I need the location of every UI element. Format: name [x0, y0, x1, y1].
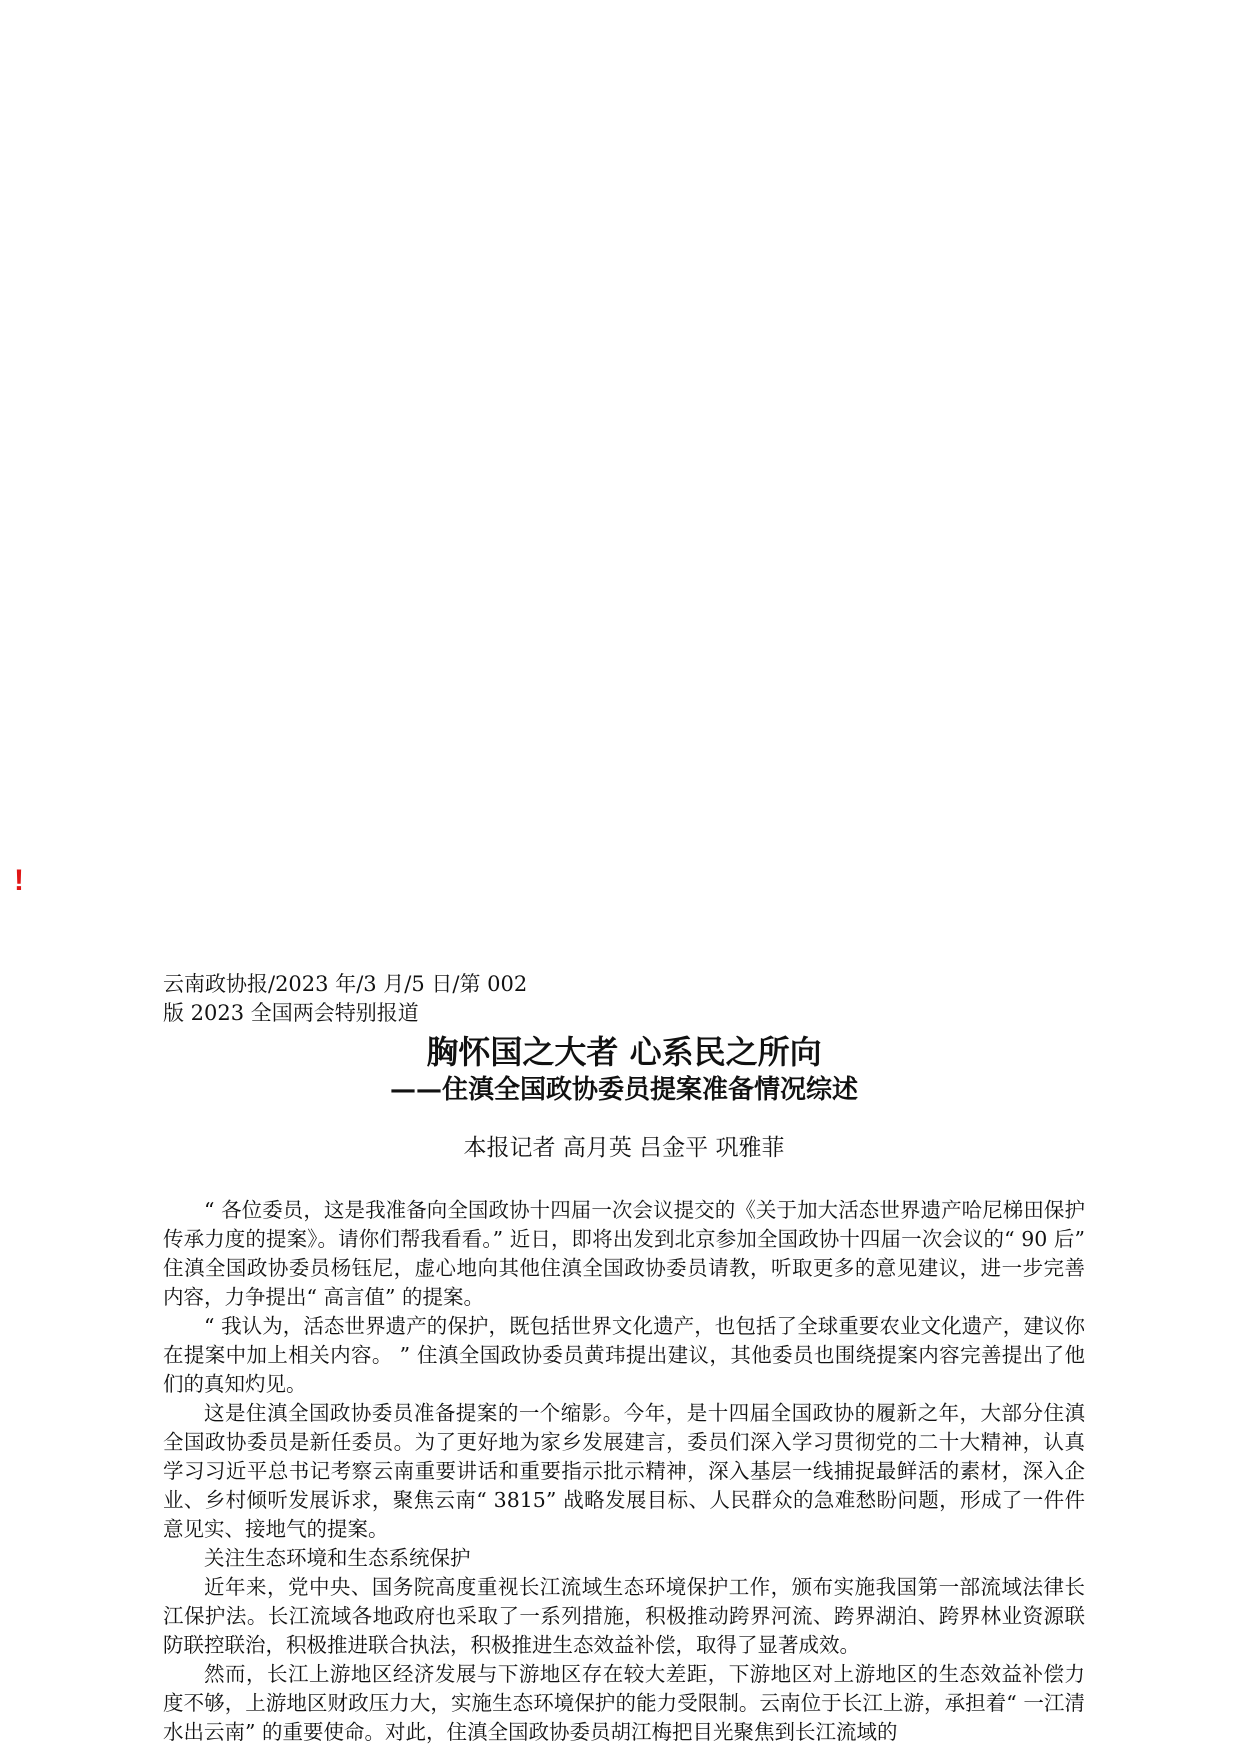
warning-mark: ! [14, 864, 24, 897]
paragraph: 这是住滇全国政协委员准备提案的一个缩影。今年，是十四届全国政协的履新之年，大部分住滇全国政协委员是新任委员。为了更好地为家乡发展建言，委员们深入学习贯彻党的二十大精神，认真学习习近平总书记考察云南重要讲话和重要指示批示精神，深入基层一线捕捉最鲜活的素材，深入企业、乡村倾听发展诉求，聚焦云南“ 3815” 战略发展目标、人民群众的急难愁盼问题，形成了一件件意见实、接地气的提案。 [163, 1401, 1085, 1541]
source-line [163, 970, 723, 1028]
paragraph: “ 各位委员，这是我准备向全国政协十四届一次会议提交的《关于加大活态世界遗产哈尼梯田保护传承力度的提案》。请你们帮我看看。” 近日，即将出发到北京参加全国政协十四届一次会议的“ 90 后” 住滇全国政协委员杨钰尼，虚心地向其他住滇全国政协委员请教，听取更多的意见建议，进一步完善内容，力争提出“ 高言值” 的提案。 [163, 1198, 1085, 1309]
section-heading: 关注生态环境和生态系统保护 [204, 1546, 471, 1570]
paragraph: 近年来，党中央、国务院高度重视长江流域生态环境保护工作，颁布实施我国第一部流域法律长江保护法。长江流域各地政府也采取了一系列措施，积极推动跨界河流、跨界湖泊、跨界林业资源联防联控联治，积极推进联合执法，积极推进生态效益补偿，取得了显著成效。 [163, 1575, 1085, 1657]
byline: 本报记者 高月英 吕金平 巩雅菲 [463, 1135, 785, 1161]
article-subtitle: ——住滇全国政协委员提案准备情况综述 [389, 1075, 858, 1105]
paragraph: 然而，长江上游地区经济发展与下游地区存在较大差距，下游地区对上游地区的生态效益补偿力度不够，上游地区财政压力大，实施生态环境保护的能力受限制。云南位于长江上游，承担着“ 一江清水出云南” 的重要使命。对此，住滇全国政协委员胡江梅把目光聚焦到长江流域的 [163, 1662, 1085, 1744]
article-title: 胸怀国之大者 心系民之所向 [426, 1033, 822, 1071]
source-line-1: 云南政协报/2023 年/3 月/5 日/第 002 [163, 972, 528, 996]
source-line-2: 版 2023 全国两会特别报道 [163, 1001, 419, 1025]
article-body [163, 1196, 1085, 1747]
paragraph: “ 我认为，活态世界遗产的保护，既包括世界文化遗产，也包括了全球重要农业文化遗产，建议你在提案中加上相关内容。 ” 住滇全国政协委员黄玮提出建议，其他委员也围绕提案内容完善提出了他们的真知灼见。 [163, 1314, 1085, 1396]
